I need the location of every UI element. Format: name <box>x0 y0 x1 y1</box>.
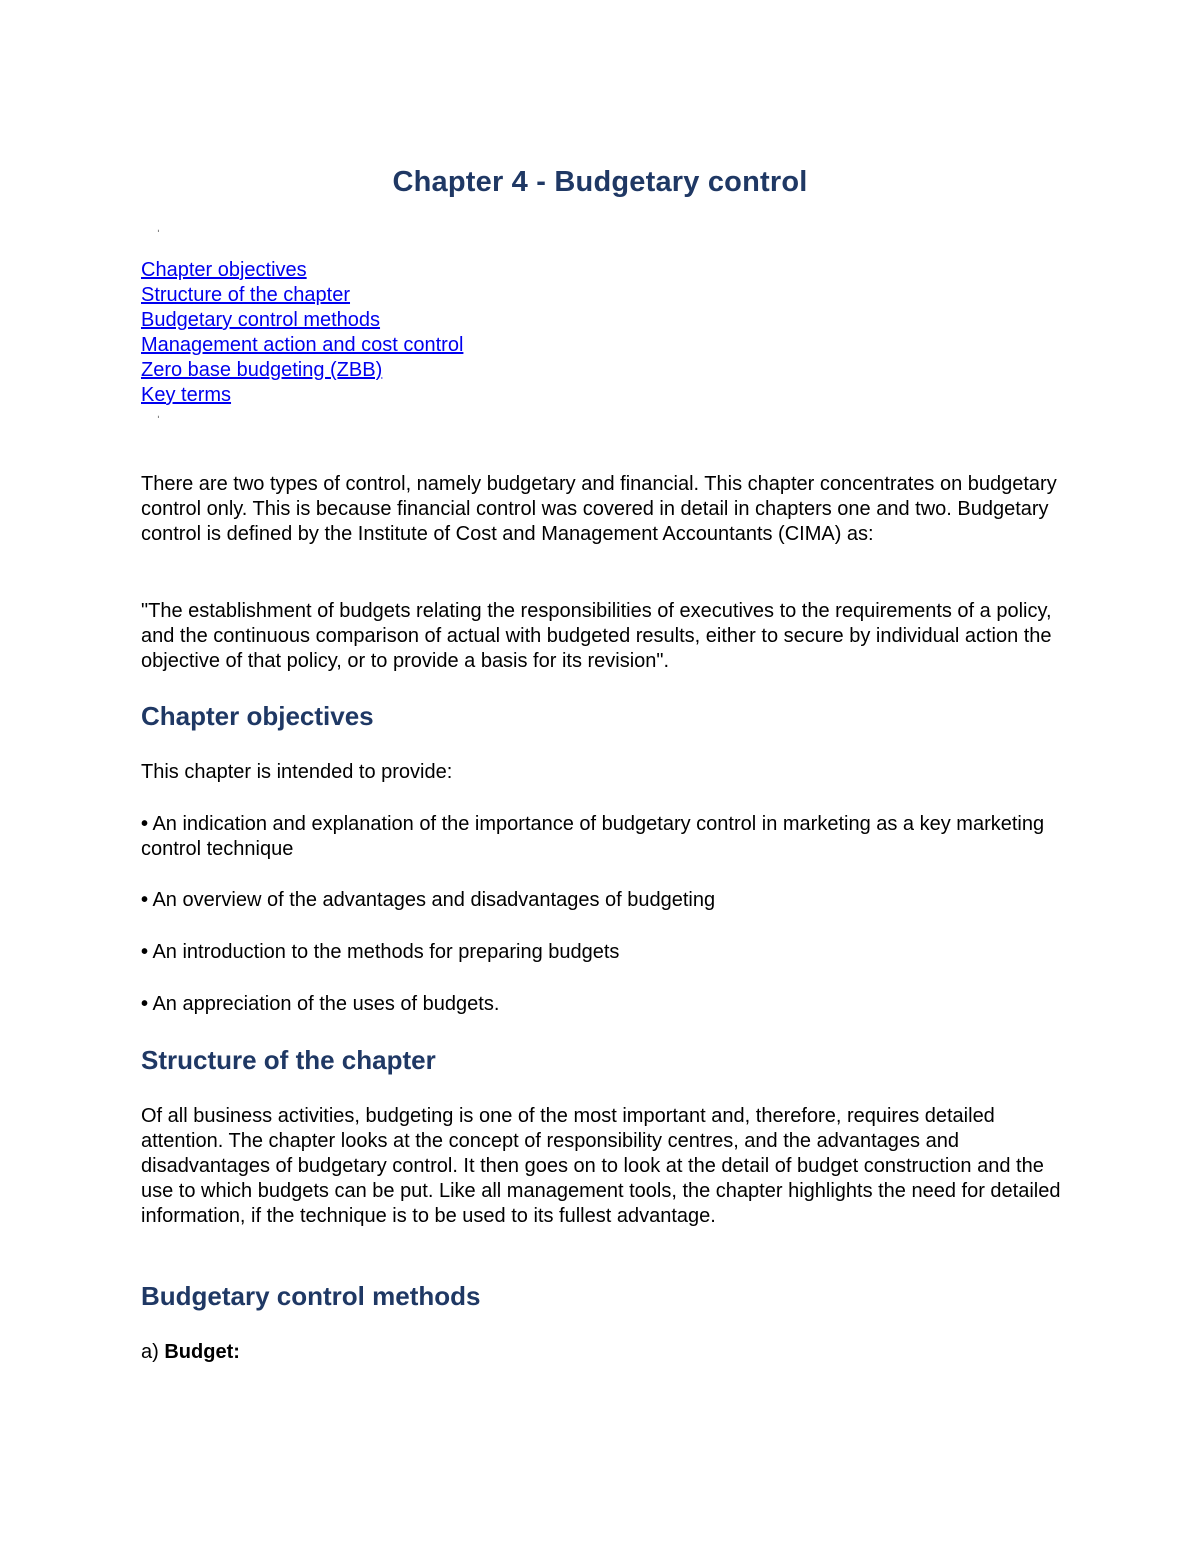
bullet-icon: • <box>141 813 149 835</box>
toc-top-marker: ˈ <box>156 227 161 243</box>
method-item <box>141 1340 1071 1365</box>
objective-item <box>141 888 1071 913</box>
bullet-icon: • <box>141 993 149 1015</box>
objective-item-text: An appreciation of the uses of budgets. <box>152 993 500 1015</box>
toc-bottom-marker: ˈ <box>156 413 161 429</box>
heading-budgetary-control-methods: Budgetary control methods <box>141 1281 481 1311</box>
objective-item-text: An overview of the advantages and disadvantages of budgeting <box>152 889 716 911</box>
heading-chapter-objectives: Chapter objectives <box>141 701 374 731</box>
toc-item <box>141 308 463 333</box>
toc-item <box>141 383 463 408</box>
method-item-prefix: a) <box>141 1341 159 1363</box>
objective-item <box>141 940 1071 965</box>
toc-link-key-terms[interactable]: Key terms <box>141 384 232 406</box>
toc-link-structure-of-the-chapter[interactable]: Structure of the chapter <box>141 284 351 306</box>
intro-paragraph: There are two types of control, namely budgetary and financial. This chapter concentrates on budgetary control only. This is because financial control was covered in detail in chapters one and two. Budgetary control is defined by the Institute of Cost and Management Accountants (CIMA) as: <box>141 473 1057 545</box>
structure-paragraph: Of all business activities, budgeting is one of the most important and, therefore, requires detailed attention. The chapter looks at the concept of responsibility centres, and the advantages and disadvantages of budgetary control. It then goes on to look at the detail of budget construction and the use to which budgets can be put. Like all management tools, the chapter highlights the need for detailed information, if the technique is to be used to its fullest advantage. <box>141 1105 1061 1227</box>
toc-item <box>141 258 463 283</box>
toc-link-zero-base-budgeting[interactable]: Zero base budgeting (ZBB) <box>141 359 383 381</box>
objective-item <box>141 992 1071 1017</box>
objectives-lead: This chapter is intended to provide: <box>141 761 453 783</box>
objective-item <box>141 812 1071 862</box>
toc-item <box>141 358 463 383</box>
toc-item <box>141 283 463 308</box>
toc-item <box>141 333 463 358</box>
toc-link-chapter-objectives[interactable]: Chapter objectives <box>141 259 307 281</box>
table-of-contents <box>141 258 463 408</box>
heading-structure-of-the-chapter: Structure of the chapter <box>141 1045 436 1075</box>
objective-item-text: An indication and explanation of the importance of budgetary control in marketing as a key marketing control technique <box>141 813 1045 860</box>
objective-item-text: An introduction to the methods for preparing budgets <box>152 941 620 963</box>
toc-link-budgetary-control-methods[interactable]: Budgetary control methods <box>141 309 381 331</box>
bullet-icon: • <box>141 941 149 963</box>
toc-link-management-action[interactable]: Management action and cost control <box>141 334 464 356</box>
bullet-icon: • <box>141 889 149 911</box>
page-title: Chapter 4 - Budgetary control <box>392 166 808 198</box>
cima-quote: "The establishment of budgets relating the responsibilities of executives to the requirements of a policy, and the continuous comparison of actual with budgeted results, either to secure by individual action the objective of that policy, or to provide a basis for its revision". <box>141 600 1052 672</box>
method-item-label: Budget: <box>164 1341 240 1363</box>
